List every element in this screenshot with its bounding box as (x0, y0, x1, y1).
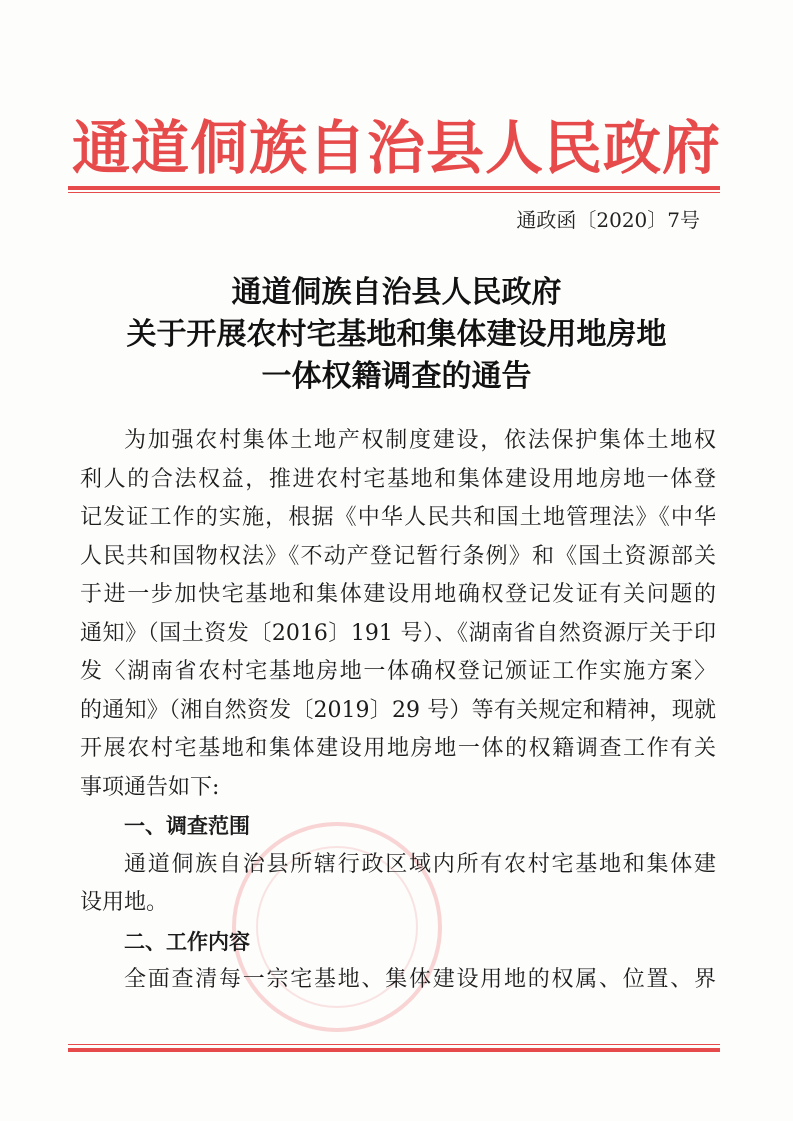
paragraph-1-line: 于进一步加快宅基地和集体建设用地确权登记发证有关问题的 (80, 582, 716, 607)
paragraph-2-line: 设用地。 (80, 890, 169, 915)
masthead-rule-thin (68, 192, 720, 193)
paragraph-1-line: 开展农村宅基地和集体建设用地房地一体的权籍调查工作有关 (80, 736, 716, 761)
footer-rule-thin (68, 1044, 720, 1045)
masthead-rule-thick (68, 186, 720, 190)
title-line-1: 通道侗族自治县人民政府 (231, 275, 562, 310)
section-heading-scope: 一、调查范围 (124, 814, 250, 838)
title-line-3: 一体权籍调查的通告 (261, 359, 532, 394)
masthead-title: 通道侗族自治县人民政府 (71, 114, 721, 182)
paragraph-1-line: 利人的合法权益，推进农村宅基地和集体建设用地房地一体登 (80, 466, 716, 492)
document-title (0, 272, 793, 398)
document-number: 通政函〔2020〕7号 (516, 208, 700, 232)
paragraph-1-line: 事项通告如下: (80, 774, 220, 800)
paragraph-1-line: 为加强农村集体土地产权制度建设，依法保护集体土地权 (124, 428, 716, 453)
title-line-2: 关于开展农村宅基地和集体建设用地房地 (126, 317, 667, 352)
paragraph-2-line: 通道侗族自治县所辖行政区域内所有农村宅基地和集体建 (124, 851, 716, 877)
paragraph-3-line: 全面查清每一宗宅基地、集体建设用地的权属、位置、界 (124, 967, 716, 992)
paragraph-1-line: 的通知》（湘自然资发〔2019〕29 号）等有关规定和精神，现就 (80, 697, 716, 723)
paragraph-1-line: 记发证工作的实施，根据《中华人民共和国土地管理法》《中华 (80, 505, 716, 530)
section-heading-content: 二、工作内容 (124, 929, 250, 954)
paragraph-1-line: 发〈湖南省农村宅基地房地一体确权登记颁证工作实施方案〉 (80, 659, 716, 684)
footer-rule-thick (68, 1048, 720, 1052)
body-text (80, 422, 716, 1000)
paragraph-1-line: 人民共和国物权法》《不动产登记暂行条例》和《国土资源部关 (80, 543, 716, 569)
paragraph-1-line: 通知》（国土资发〔2016〕191 号）、《湖南省自然资源厅关于印 (80, 620, 716, 646)
